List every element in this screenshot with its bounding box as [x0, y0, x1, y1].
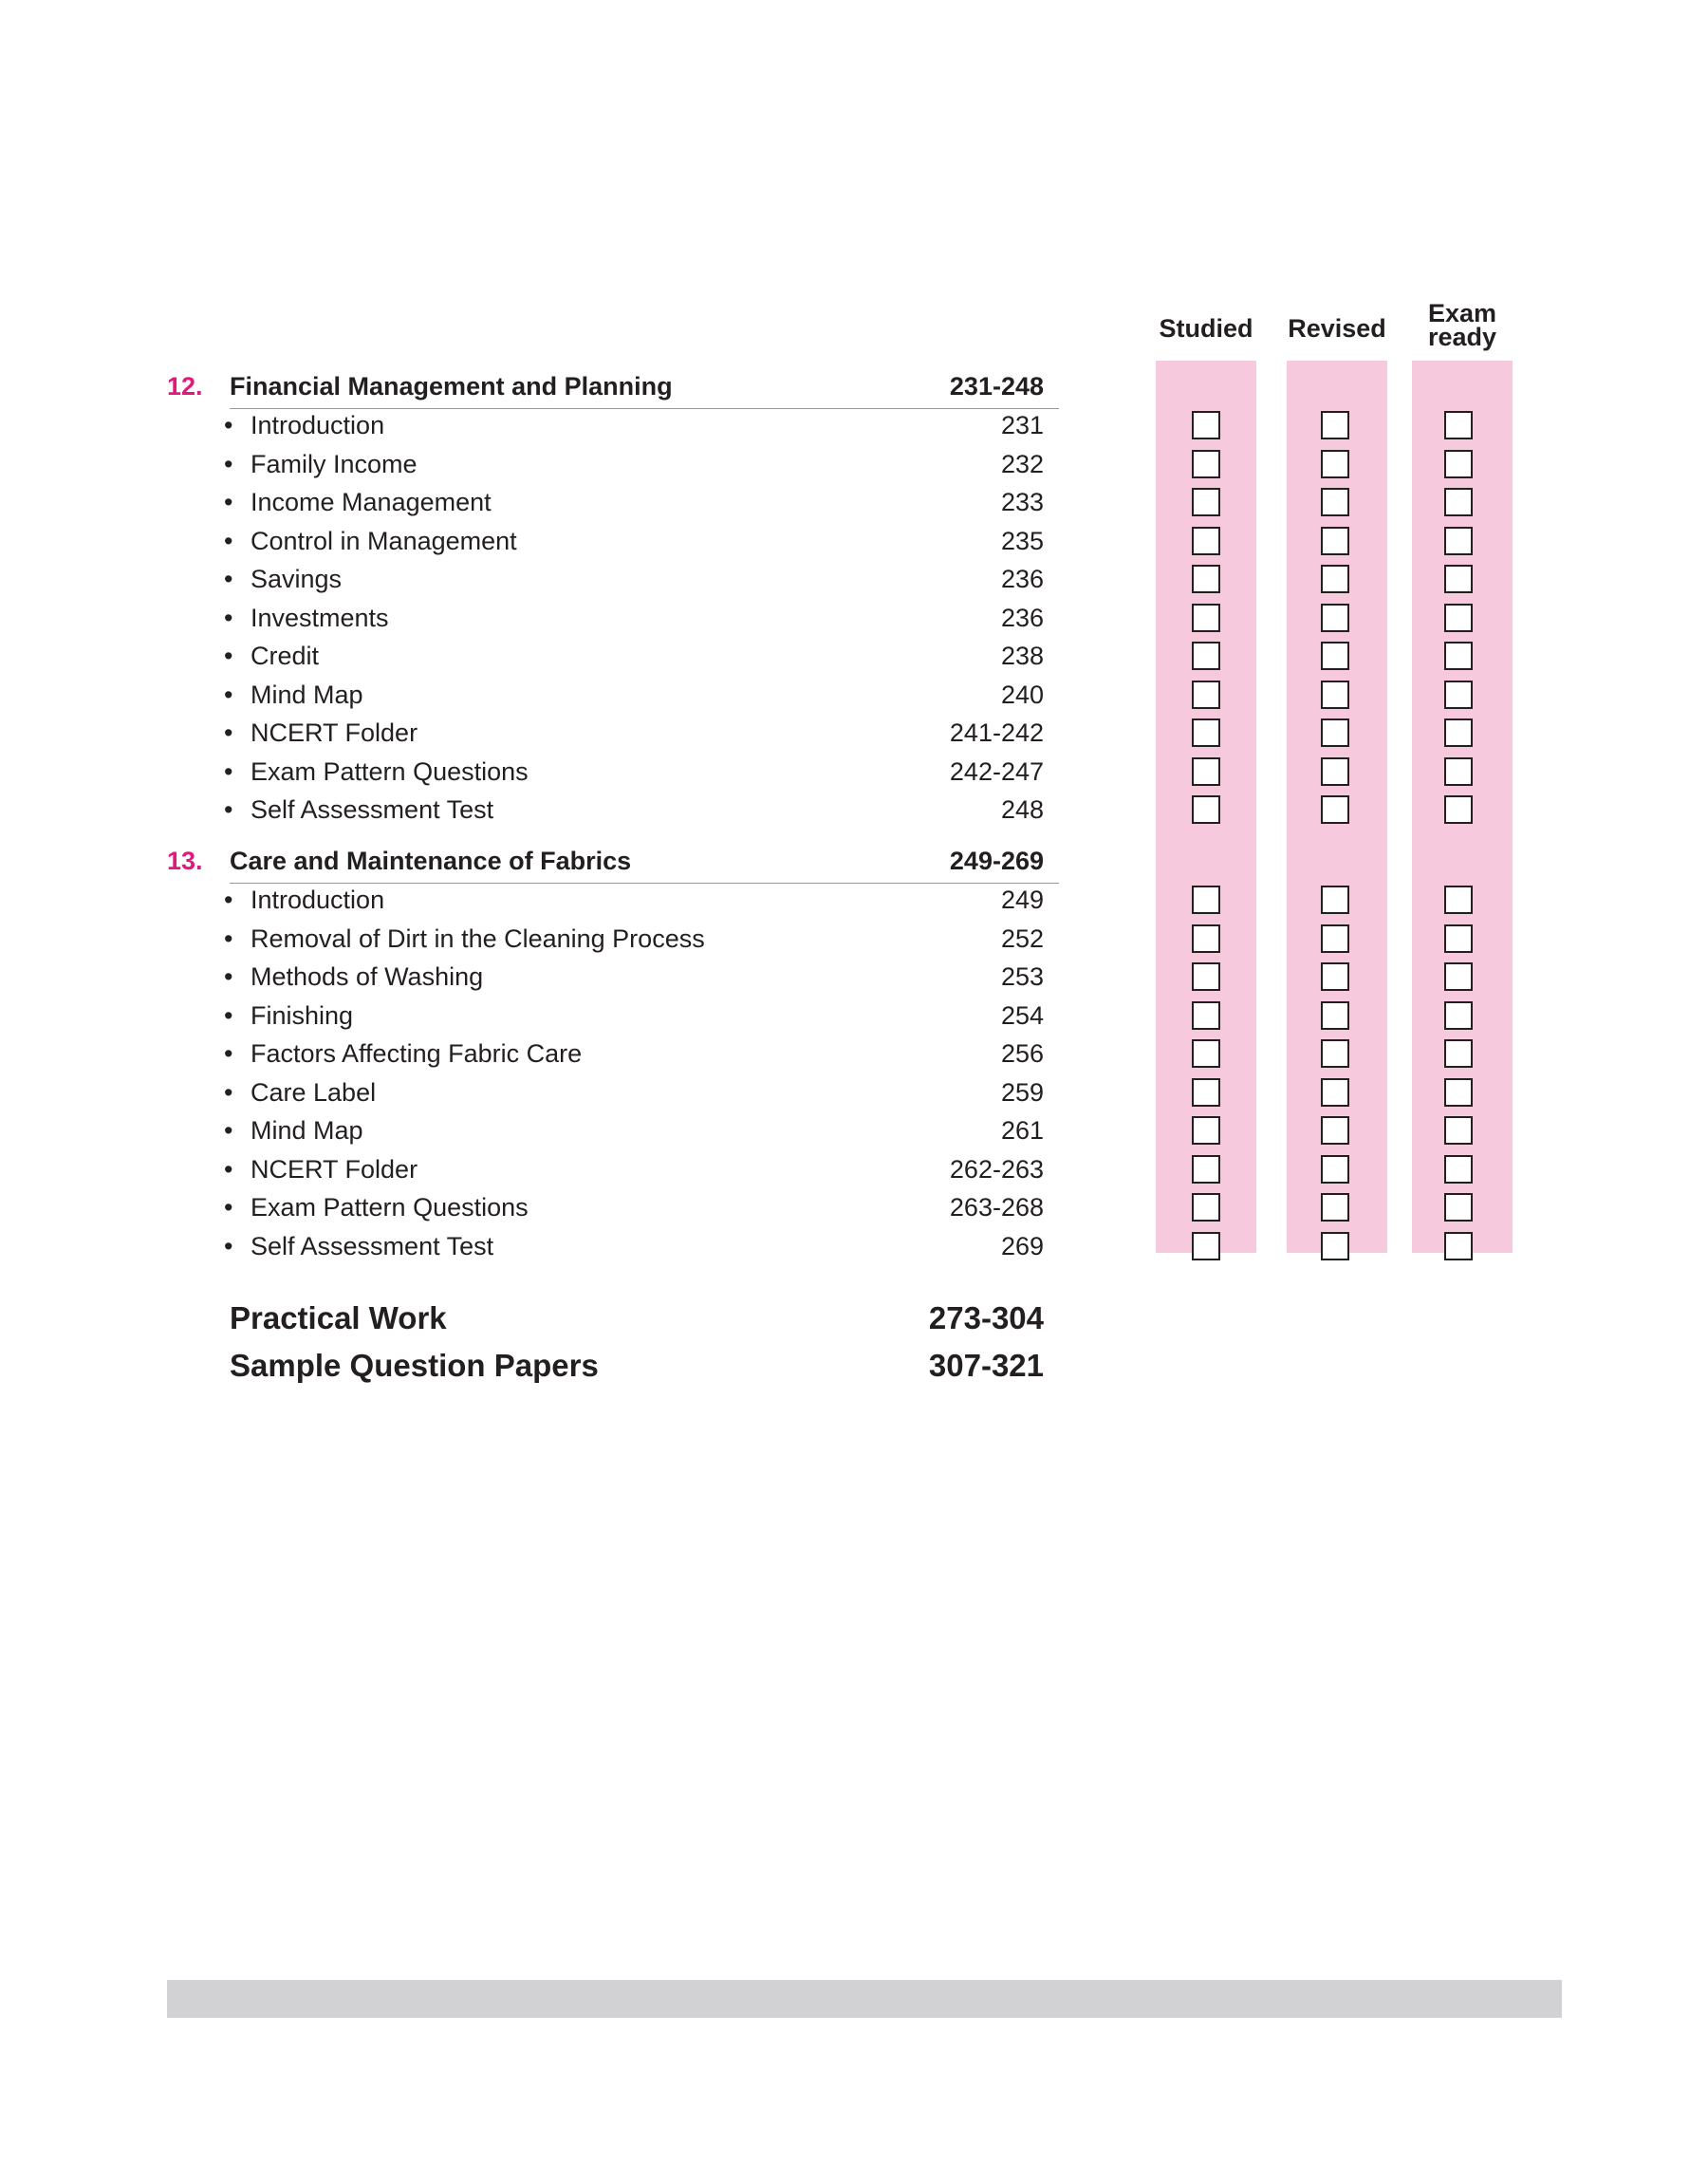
topic-pages: 249	[1000, 886, 1044, 914]
checkbox-revised[interactable]	[1321, 450, 1349, 478]
topic-pages: 259	[1000, 1077, 1044, 1107]
checkbox-revised[interactable]	[1321, 1078, 1349, 1107]
checkbox-exam-ready[interactable]	[1444, 924, 1473, 953]
topic-row	[224, 1188, 1044, 1226]
checkbox-studied[interactable]	[1192, 1193, 1220, 1222]
bullet-icon: •	[224, 924, 233, 953]
checkbox-exam-ready[interactable]	[1444, 681, 1473, 709]
checkbox-exam-ready[interactable]	[1444, 411, 1473, 439]
checkbox-studied[interactable]	[1192, 1116, 1220, 1145]
topic-row	[224, 997, 1044, 1035]
extra-entry-label: Sample Question Papers	[230, 1348, 599, 1383]
checkbox-exam-ready[interactable]	[1444, 962, 1473, 991]
checkbox-exam-ready[interactable]	[1444, 795, 1473, 824]
checkbox-studied[interactable]	[1192, 924, 1220, 953]
footer-bar	[167, 1980, 1562, 2018]
checkbox-studied[interactable]	[1192, 527, 1220, 555]
topic-label: Exam Pattern Questions	[251, 1193, 529, 1222]
bullet-icon: •	[224, 962, 233, 991]
topic-label: Care Label	[251, 1077, 377, 1107]
checkbox-studied[interactable]	[1192, 718, 1220, 747]
chapter-number: 13.	[167, 847, 203, 875]
bullet-icon: •	[224, 642, 233, 670]
topic-label: Mind Map	[251, 1116, 363, 1145]
checkbox-revised[interactable]	[1321, 1001, 1349, 1030]
topic-label: Self Assessment Test	[251, 795, 494, 824]
topic-row	[224, 522, 1044, 560]
topic-pages: 240	[1000, 680, 1044, 709]
extra-entry-pages: 273-304	[928, 1300, 1044, 1335]
topic-pages: 269	[1000, 1231, 1044, 1260]
topic-label: Self Assessment Test	[251, 1231, 494, 1260]
bullet-icon: •	[224, 1231, 233, 1260]
tracker-header-studied: Studied	[1159, 314, 1253, 343]
checkbox-revised[interactable]	[1321, 681, 1349, 709]
topic-row	[224, 637, 1044, 675]
checkbox-studied[interactable]	[1192, 488, 1220, 516]
extra-entry-pages: 307-321	[928, 1348, 1044, 1383]
checkbox-exam-ready[interactable]	[1444, 1193, 1473, 1222]
topic-pages: 253	[1000, 962, 1044, 991]
topic-label: Factors Affecting Fabric Care	[251, 1039, 583, 1068]
checkbox-studied[interactable]	[1192, 681, 1220, 709]
tracker-header-exam-ready-line1: Exam	[1427, 299, 1497, 327]
checkbox-studied[interactable]	[1192, 795, 1220, 824]
checkbox-revised[interactable]	[1321, 795, 1349, 824]
topic-row	[224, 920, 1044, 958]
topic-pages: 262-263	[949, 1154, 1044, 1184]
topic-row	[224, 714, 1044, 752]
topic-label: Credit	[251, 642, 320, 670]
topic-pages: 241-242	[949, 718, 1044, 747]
topic-label: Family Income	[251, 449, 418, 478]
checkbox-studied[interactable]	[1192, 1155, 1220, 1184]
topic-row	[224, 560, 1044, 598]
bullet-icon: •	[224, 1154, 233, 1184]
topic-label: Savings	[251, 565, 343, 593]
chapter-title: Financial Management and Planning	[230, 372, 673, 401]
topic-label: Investments	[251, 603, 389, 632]
topic-pages: 261	[1000, 1116, 1044, 1145]
checkbox-studied[interactable]	[1192, 411, 1220, 439]
bullet-icon: •	[224, 756, 233, 786]
bullet-icon: •	[224, 1116, 233, 1145]
topic-row	[224, 1227, 1044, 1265]
bullet-icon: •	[224, 680, 233, 709]
checkbox-studied[interactable]	[1192, 1232, 1220, 1260]
bullet-icon: •	[224, 1193, 233, 1222]
checkbox-studied[interactable]	[1192, 1078, 1220, 1107]
checkbox-exam-ready[interactable]	[1444, 1001, 1473, 1030]
topic-label: Finishing	[251, 1000, 354, 1030]
bullet-icon: •	[224, 1077, 233, 1107]
checkbox-revised[interactable]	[1321, 488, 1349, 516]
topic-label: Methods of Washing	[251, 962, 484, 991]
topic-pages: 254	[1000, 1000, 1044, 1030]
topic-row	[224, 753, 1044, 791]
topic-pages: 256	[1000, 1039, 1044, 1068]
checkbox-revised[interactable]	[1321, 642, 1349, 670]
checkbox-revised[interactable]	[1321, 1232, 1349, 1260]
checkbox-exam-ready[interactable]	[1444, 642, 1473, 670]
topic-label: Exam Pattern Questions	[251, 756, 529, 786]
topic-pages: 252	[1000, 924, 1044, 953]
topic-label: Control in Management	[251, 526, 517, 555]
bullet-icon: •	[224, 526, 233, 555]
checkbox-revised[interactable]	[1321, 924, 1349, 953]
topic-pages: 242-247	[949, 756, 1044, 786]
bullet-icon: •	[224, 1039, 233, 1068]
topic-row	[224, 791, 1044, 829]
topic-pages: 232	[1000, 449, 1044, 478]
checkbox-revised[interactable]	[1321, 1193, 1349, 1222]
bullet-icon: •	[224, 488, 233, 516]
tracker-header-exam-ready-line2: ready	[1427, 323, 1497, 351]
checkbox-studied[interactable]	[1192, 642, 1220, 670]
checkbox-studied[interactable]	[1192, 1001, 1220, 1030]
topic-row	[224, 1073, 1044, 1111]
topic-row	[224, 881, 1044, 919]
checkbox-revised[interactable]	[1321, 1039, 1349, 1068]
checkbox-exam-ready[interactable]	[1444, 450, 1473, 478]
checkbox-revised[interactable]	[1321, 565, 1349, 593]
checkbox-studied[interactable]	[1192, 757, 1220, 786]
topic-row	[224, 1035, 1044, 1073]
topic-pages: 236	[1000, 565, 1044, 593]
checkbox-studied[interactable]	[1192, 450, 1220, 478]
topic-row	[224, 958, 1044, 996]
topic-label: Removal of Dirt in the Cleaning Process	[251, 924, 705, 953]
bullet-icon: •	[224, 603, 233, 632]
topic-row	[224, 1150, 1044, 1188]
topic-pages: 238	[1000, 642, 1044, 670]
topic-label: NCERT Folder	[251, 1154, 418, 1184]
topic-row	[224, 676, 1044, 714]
bullet-icon: •	[224, 886, 233, 914]
checkbox-revised[interactable]	[1321, 411, 1349, 439]
checkbox-exam-ready[interactable]	[1444, 1155, 1473, 1184]
checkbox-exam-ready[interactable]	[1444, 757, 1473, 786]
topic-pages: 248	[1000, 795, 1044, 824]
topic-row	[224, 445, 1044, 483]
topic-label: NCERT Folder	[251, 718, 418, 747]
topic-pages: 236	[1000, 603, 1044, 632]
topic-label: Introduction	[251, 886, 385, 914]
checkbox-exam-ready[interactable]	[1444, 1232, 1473, 1260]
checkbox-studied[interactable]	[1192, 1039, 1220, 1068]
checkbox-exam-ready[interactable]	[1444, 488, 1473, 516]
bullet-icon: •	[224, 449, 233, 478]
topic-pages: 235	[1000, 526, 1044, 555]
topic-label: Income Management	[251, 488, 492, 516]
topic-row	[224, 1111, 1044, 1149]
bullet-icon: •	[224, 718, 233, 747]
chapter-pages: 231-248	[949, 372, 1044, 401]
checkbox-exam-ready[interactable]	[1444, 718, 1473, 747]
checkbox-exam-ready[interactable]	[1444, 1116, 1473, 1145]
checkbox-studied[interactable]	[1192, 565, 1220, 593]
checkbox-exam-ready[interactable]	[1444, 527, 1473, 555]
checkbox-exam-ready[interactable]	[1444, 1039, 1473, 1068]
chapter-number: 12.	[167, 372, 203, 401]
topic-row	[224, 599, 1044, 637]
topic-label: Mind Map	[251, 680, 363, 709]
chapter-heading	[167, 839, 1059, 883]
tracker-header-exam-ready	[1412, 299, 1513, 351]
checkbox-revised[interactable]	[1321, 757, 1349, 786]
tracker-header-revised: Revised	[1288, 314, 1386, 343]
checkbox-revised[interactable]	[1321, 886, 1349, 914]
checkbox-studied[interactable]	[1192, 604, 1220, 632]
checkbox-exam-ready[interactable]	[1444, 565, 1473, 593]
bullet-icon: •	[224, 565, 233, 593]
bullet-icon: •	[224, 795, 233, 824]
checkbox-revised[interactable]	[1321, 718, 1349, 747]
chapter-pages: 249-269	[949, 847, 1044, 875]
topic-label: Introduction	[251, 411, 385, 439]
chapter-heading	[167, 364, 1059, 408]
extra-entry-sample-papers	[230, 1342, 1044, 1390]
checkbox-exam-ready[interactable]	[1444, 1078, 1473, 1107]
topic-pages: 233	[1000, 488, 1044, 516]
topic-row	[224, 483, 1044, 521]
checkbox-revised[interactable]	[1321, 604, 1349, 632]
extra-entry-practical-work	[230, 1295, 1044, 1342]
checkbox-studied[interactable]	[1192, 886, 1220, 914]
bullet-icon: •	[224, 1000, 233, 1030]
chapter-title: Care and Maintenance of Fabrics	[230, 847, 632, 875]
checkbox-revised[interactable]	[1321, 1116, 1349, 1145]
topic-pages: 263-268	[949, 1193, 1044, 1222]
checkbox-exam-ready[interactable]	[1444, 886, 1473, 914]
bullet-icon: •	[224, 411, 233, 439]
topic-pages: 231	[1000, 411, 1044, 439]
checkbox-revised[interactable]	[1321, 962, 1349, 991]
topic-row	[224, 406, 1044, 444]
extra-entry-label: Practical Work	[230, 1300, 447, 1335]
checkbox-studied[interactable]	[1192, 962, 1220, 991]
checkbox-exam-ready[interactable]	[1444, 604, 1473, 632]
checkbox-revised[interactable]	[1321, 527, 1349, 555]
checkbox-revised[interactable]	[1321, 1155, 1349, 1184]
